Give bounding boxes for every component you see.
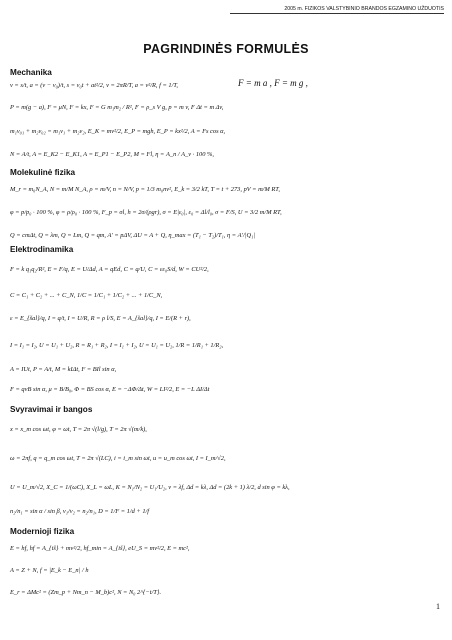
section-svyravimai: Svyravimai ir bangos <box>10 405 93 414</box>
formula-line: ε = E_{šal}/q, I = q/t, I = U/R, R = ρ l/S, E = A_{šal}/q, I = E/(R + r), <box>10 315 191 322</box>
formula-line: v = s/t, a = (v − v₀)/t, s = v₀t + at²/2, v = 2πR/T, a = v²/R, f = 1/T, <box>10 82 179 89</box>
formula-line: n₂/n₁ = sin α / sin β, v₁/v₂ = n₂/n₁, D = 1/F = 1/d + 1/f <box>10 508 150 515</box>
formula-line: C = C₁ + C₂ + ... + C_N, 1/C = 1/C₁ + 1/C₂ + ... + 1/C_N, <box>10 292 163 299</box>
section-moderni: Modernioji fizika <box>10 527 75 536</box>
formula-line: Q = cmΔt, Q = λm, Q = Lm, Q = qm, A′ = pΔV, ΔU = A + Q, η_max = (T₁ − T₂)/T₁, η = A′/|Q₁| <box>10 232 256 239</box>
page-number: 1 <box>436 602 440 611</box>
formula-line: M_r = m₀N_A, N = m/M N_A, ρ = m/V, n = N/V, p = 1/3 m₀nv², E_k = 3/2 kT, T = t + 273, pV = m/M RT, <box>10 186 280 193</box>
formula-line: P = m(g − a), F = μN, F = kx, F = G m₁m₂ / R², F = ρ_s V g, p = m v, F Δt = m Δv, <box>10 104 224 111</box>
formula-line: N = A/t, A = E_K2 − E_K1, A = E_P1 − E_P2, M = Fl, η = A_n / A_v · 100 %, <box>10 151 214 158</box>
formula-line: U = U_m/√2, X_C = 1/(ωC), X_L = ωL, K = N₁/N₂ = U₁/U₂, v = λf, Δd = kλ, Δd = (2k + 1) λ/2, d sin φ = kλ, <box>10 484 290 491</box>
section-molekuline: Molekulinė fizika <box>10 168 76 177</box>
formula-line: E_r = ΔMc² = (Zm_p + Nm_n − M_b)c², N = N₀ 2^{−t/T}. <box>10 589 162 596</box>
formula-line: m₁v₀₁ + m₂v₀₂ = m₁v₁ + m₂v₂, E_K = mv²/2, E_P = mgh, E_P = kx²/2, A = Fs cos α, <box>10 128 226 135</box>
page-title: PAGRINDINĖS FORMULĖS <box>143 42 309 56</box>
formula-line: ω = 2πf, q = q_m cos ωt, T = 2π √(LC), i = i_m sin ωt, u = u_m cos ωt, I = I_m/√2, <box>10 455 226 462</box>
formula-line: φ = p/p₀ · 100 %, φ = ρ/ρ₀ · 100 %, F_p = σl, h = 2σ/(ρgr), σ = E|ε₀|, ε₀ = Δl/l₀, σ = F/S, U = 3/2 m/M RT, <box>10 209 282 216</box>
formula-line: F = m a , F = m g , <box>238 78 308 88</box>
page-header: 2005 m. FIZIKOS VALSTYBINIO BRANDOS EGZAMINO UŽDUOTIS <box>230 6 444 14</box>
formula-line: x = x_m cos ωt, φ = ωt, T = 2π √(l/g), T = 2π √(m/k), <box>10 426 147 433</box>
section-mechanika: Mechanika <box>10 68 52 77</box>
formula-line: A = IUt, P = A/t, M = kIΔt, F = BIl sin α, <box>10 366 117 373</box>
formula-line: F = qvB sin α, μ = B/B₀, Φ = BS cos α, E = −ΔΦ/Δt, W = LI²/2, E = −L ΔI/Δt <box>10 386 210 393</box>
formula-line: A = Z + N, f = |E_k − E_n| / h <box>10 567 89 574</box>
formula-line: F = k q₁q₂/R², E = F/q, E = U/Δd, A = qEd, C = q/U, C = εε₀S/d, W = CU²/2, <box>10 266 209 273</box>
section-elektrodinamika: Elektrodinamika <box>10 245 74 254</box>
formula-line: I = I₁ = I₂, U = U₁ + U₂, R = R₁ + R₂, I = I₁ + I₂, U = U₁ = U₂, 1/R = 1/R₁ + 1/R₂, <box>10 342 224 349</box>
formula-line: E = hf, hf = A_{iš} + mv²/2, hf_min = A_{iš}, eU_S = mv²/2, E = mc², <box>10 545 190 552</box>
